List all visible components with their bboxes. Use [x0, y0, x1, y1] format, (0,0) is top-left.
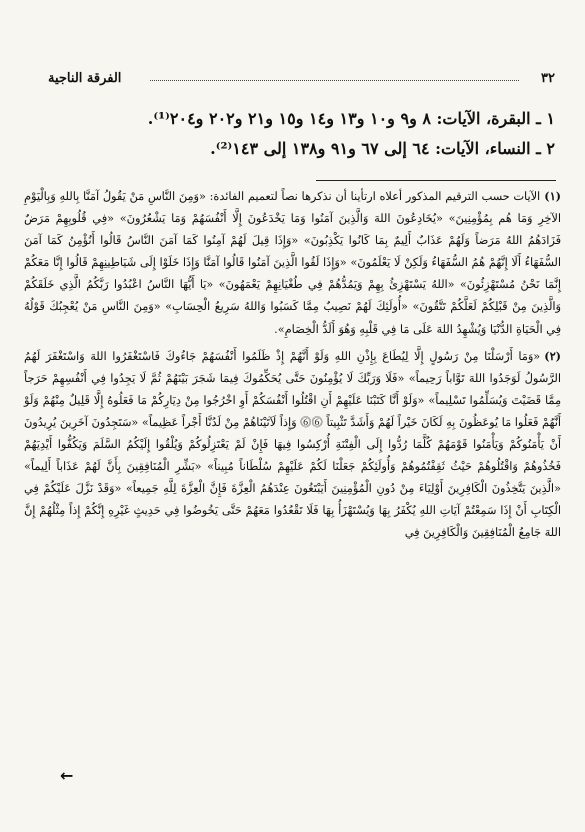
- footnote-text: «وَمَا أَرْسَلْنَا مِنْ رَسُولٍ إِلَّا لِيُطَاعَ بِإِذْنِ اللهِ وَلَوْ أَنَّهُمْ إِذْ ظَلَمُوا أَنْفُسَهُمْ جَاءُوكَ فَاسْتَغْفَرُوا اللهَ وَاسْتَغْفَرَ لَهُمُ الرَّسُولُ لَوَجَدُوا اللهَ تَوَّاباً رَحِيماً» «فَلَا وَرَبِّكَ لَا يُؤْمِنُونَ حَتَّى يُحَكِّمُوكَ فِيمَا شَجَرَ بَيْنَهُمْ ثُمَّ لَا يَجِدُوا فِي أَنْفُسِهِمْ حَرَجاً مِمَّا قَضَيْتَ وَيُسَلِّمُوا تَسْلِيماً» «وَلَوْ أَنَّا كَتَبْنَا عَلَيْهِمْ أَنِ اقْتُلُوا أَنْفُسَكُمْ أَوِ اخْرُجُوا مِنْ دِيَارِكُمْ مَا فَعَلُوهُ إِلَّا قَلِيلٌ مِنْهُمْ وَلَوْ أَنَّهُمْ فَعَلُوا مَا يُوعَظُونَ بِهِ لَكَانَ خَيْراً لَهُمْ وَأَشَدَّ تَثْبِيتاً ⓺⓺ وَإِذاً لَآتَيْنَاهُمْ مِنْ لَدُنَّا أَجْراً عَظِيماً» «سَتَجِدُونَ آخَرِينَ يُرِيدُونَ أَنْ يَأْمَنُوكُمْ وَيَأْمَنُوا قَوْمَهُمْ كُلَّمَا رُدُّوا إِلَى الْفِتْنَةِ أُرْكِسُوا فِيهَا فَإِنْ لَمْ يَعْتَزِلُوكُمْ وَيُلْقُوا إِلَيْكُمُ السَّلَمَ وَيَكُفُّوا أَيْدِيَهُمْ فَخُذُوهُمْ وَاقْتُلُوهُمْ حَيْثُ ثَقِفْتُمُوهُمْ وَأُولَئِكُمْ جَعَلْنَا لَكُمْ عَلَيْهِمْ سُلْطَاناً مُبِيناً» «بَشِّرِ الْمُنَافِقِينَ بِأَنَّ لَهُمْ عَذَاباً أَلِيماً» «الَّذِينَ يَتَّخِذُونَ الْكَافِرِينَ أَوْلِيَاءَ مِنْ دُونِ الْمُؤْمِنِينَ أَيَبْتَغُونَ عِنْدَهُمُ الْعِزَّةَ فَإِنَّ الْعِزَّةَ لِلَّهِ جَمِيعاً» «وَقَدْ نَزَّلَ عَلَيْكُمْ فِي الْكِتَابِ أَنْ إِذَا سَمِعْتُمْ آيَاتِ اللهِ يُكْفَرُ بِهَا وَيُسْتَهْزَأُ بِهَا فَلَا تَقْعُدُوا مَعَهُمْ حَتَّى يَخُوضُوا فِي حَدِيثٍ غَيْرِهِ إِنَّكُمْ إِذاً مِثْلُهُمْ إِنَّ اللهَ جَامِعُ الْمُنَافِقِينَ وَالْكَافِرِينَ فِي: [24, 349, 561, 540]
- reference-baqara: ١ ـ البقرة، الآيات: ٨ و٩ و١٠ و١٣ و١٤ و١٥ و٢١ و٢٠٢ و٢٠٤⁽¹⁾.: [147, 109, 555, 128]
- continuation-arrow-icon: ←: [60, 766, 74, 785]
- footnote-1: [24, 185, 561, 341]
- footnote-label: (١): [544, 189, 561, 203]
- book-title: الفرقة الناجية: [48, 71, 122, 86]
- header-dotted-leader: [150, 80, 519, 81]
- footnote-text: الآيات حسب الترقيم المذكور أعلاه ارتأينا أن نذكرها نصاً لتعميم الفائدة: «وَمِنَ النَّاسِ مَنْ يَقُولُ آمَنَّا بِاللهِ وَبِالْيَوْمِ الآخِرِ وَمَا هُم بِمُؤْمِنِينَ» «يُخَادِعُونَ اللهَ وَالَّذِينَ آمَنُوا وَمَا يَخْدَعُونَ إِلَّا أَنْفُسَهُمْ وَمَا يَشْعُرُونَ» «فِي قُلُوبِهِمْ مَرَضٌ فَزَادَهُمُ اللهُ مَرَضاً وَلَهُمْ عَذَابٌ أَلِيمٌ بِمَا كَانُوا يَكْذِبُونَ» «وَإِذَا قِيلَ لَهُمْ آمِنُوا كَمَا آمَنَ النَّاسُ قَالُوا أَنُؤْمِنُ كَمَا آمَنَ السُّفَهَاءُ أَلَا إِنَّهُمْ هُمُ السُّفَهَاءُ وَلَكِنْ لَا يَعْلَمُونَ» «وَإِذَا لَقُوا الَّذِينَ آمَنُوا قَالُوا آمَنَّا وَإِذَا خَلَوْا إِلَى شَيَاطِينِهِمْ قَالُوا إِنَّا مَعَكُمْ إِنَّمَا نَحْنُ مُسْتَهْزِئُونَ» «اللهُ يَسْتَهْزِئُ بِهِمْ وَيَمُدُّهُمْ فِي طُغْيَانِهِمْ يَعْمَهُونَ» «يَا أَيُّهَا النَّاسُ اعْبُدُوا رَبَّكُمُ الَّذِي خَلَقَكُمْ وَالَّذِينَ مِنْ قَبْلِكُمْ لَعَلَّكُمْ تَتَّقُونَ» «أُولَئِكَ لَهُمْ نَصِيبٌ مِمَّا كَسَبُوا وَاللهُ سَرِيعُ الْحِسَابِ» «وَمِنَ النَّاسِ مَنْ يُعْجِبُكَ قَوْلُهُ فِي الْحَيَاةِ الدُّنْيَا وَيُشْهِدُ اللهَ عَلَى مَا فِي قَلْبِهِ وَهُوَ أَلَدُّ الْخِصَامِ».: [24, 190, 561, 336]
- page-number: ٣٢: [541, 71, 555, 86]
- footnotes: [24, 185, 561, 545]
- footnote-separator: [316, 180, 556, 181]
- reference-nisa: ٢ ـ النساء، الآيات: ٦٤ إلى ٦٧ و٩١ و١٣٨ إلى ١٤٣⁽²⁾.: [210, 139, 555, 158]
- footnote-label: (٢): [544, 348, 561, 363]
- running-header: [20, 66, 565, 92]
- footnote-2: [24, 345, 561, 545]
- verse-references: [35, 104, 555, 164]
